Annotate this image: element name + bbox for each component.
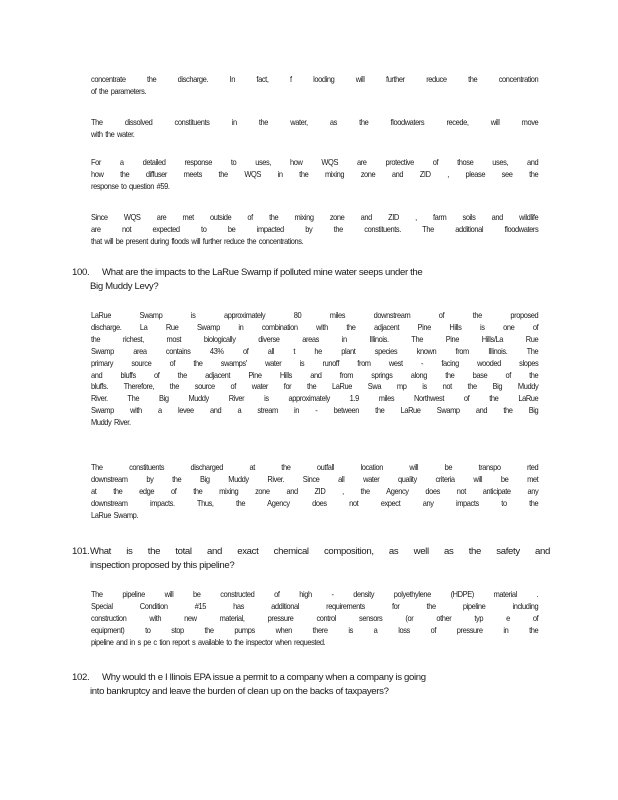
answer-paragraph [91, 157, 539, 193]
question-102 [72, 671, 552, 698]
answer-paragraph [91, 462, 539, 522]
text-line: Since WQS are met outside of the mixing zone and ZID , farm soils and wildlife [91, 212, 539, 222]
text-line: primary source of the swamps' water is runoff from west - facing wooded slopes [91, 357, 539, 368]
text-line: For a detailed response to uses, how WQS are protective of those uses, and [91, 157, 539, 167]
text-line: Special Condition #15 has additional requirements for the pipeline including [91, 600, 539, 611]
answer-paragraph [91, 310, 539, 429]
question-number: 102. [72, 672, 90, 683]
text-line: the richest, most biologically diverse areas in Illinois. The Pine Hills/La Rue [91, 333, 539, 344]
text-line: how the diffuser meets the WQS in the mixing zone and ZID , please see the [91, 168, 539, 179]
text-line: The pipeline will be constructed of high - density polyethylene (HDPE) material . [91, 589, 539, 599]
text-line: at the edge of the mixing zone and ZID , the Agency does not anticipate any [91, 485, 539, 496]
question-text-line: What is the total and exact chemical composition, as well as the safety and [90, 546, 550, 557]
question-100 [72, 266, 552, 293]
question-text-line: What are the impacts to the LaRue Swamp if polluted mine water seeps under the [102, 267, 423, 278]
text-line: discharge. La Rue Swamp in combination with the adjacent Pine Hills is one of [91, 321, 539, 332]
text-line: construction with new material, pressure control sensors (or other typ e of [91, 612, 539, 623]
text-line: of the parameters. [91, 85, 147, 96]
text-line: response to question #59. [91, 180, 170, 191]
text-line: downstream impacts. Thus, the Agency does not expect any impacts to the [91, 497, 539, 508]
text-line: LaRue Swamp is approximately 80 miles downstream of the proposed [91, 310, 539, 320]
text-line: downstream by the Big Muddy River. Since all water quality criteria will be met [91, 473, 539, 484]
text-line: are not expected to be impacted by the constituents. The additional floodwaters [91, 223, 539, 234]
question-text-line: into bankruptcy and leave the burden of clean up on the backs of taxpayers? [90, 685, 389, 697]
text-line: Swamp area contains 43% of all t he plant species known from Illinois. The [91, 345, 539, 356]
question-text-line: inspection proposed by this pipeline? [90, 559, 235, 571]
question-text-line: Why would th e I llinois EPA issue a permit to a company when a company is going [102, 672, 426, 683]
text-line: concentrate the discharge. In fact, f looding will further reduce the concentration [91, 74, 539, 84]
text-line: and bluffs of the adjacent Pine Hills and from springs along the base of the [91, 369, 539, 380]
question-text-line: Big Muddy Levy? [90, 280, 159, 292]
text-line: with the water. [91, 128, 135, 139]
answer-paragraph [91, 212, 539, 248]
text-line: The dissolved constituents in the water, as the floodwaters recede, will move [91, 117, 539, 127]
answer-paragraph [91, 74, 539, 98]
text-line: pipeline and in s pe c tion report s available to the inspector when requested. [91, 636, 326, 647]
question-number: 101. [72, 546, 90, 557]
text-line: bluffs. Therefore, the source of water for the LaRue Swa mp is not the Big Muddy [91, 381, 539, 392]
text-line: Swamp with a levee and a stream in - between the LaRue Swamp and the Big [91, 405, 539, 416]
question-101 [72, 545, 552, 572]
text-line: River. The Big Muddy River is approximately 1.9 miles Northwest of the LaRue [91, 393, 539, 404]
question-number: 100. [72, 267, 90, 278]
text-line: LaRue Swamp. [91, 509, 139, 520]
answer-paragraph [91, 589, 539, 649]
text-line: Muddy River. [91, 417, 131, 428]
answer-paragraph [91, 117, 539, 141]
text-line: that will be present during floods will further reduce the concentrations. [91, 235, 304, 246]
text-line: The constituents discharged at the outfall location will be transpo rted [91, 462, 539, 472]
text-line: equipment) to stop the pumps when there is a loss of pressure in the [91, 624, 539, 635]
